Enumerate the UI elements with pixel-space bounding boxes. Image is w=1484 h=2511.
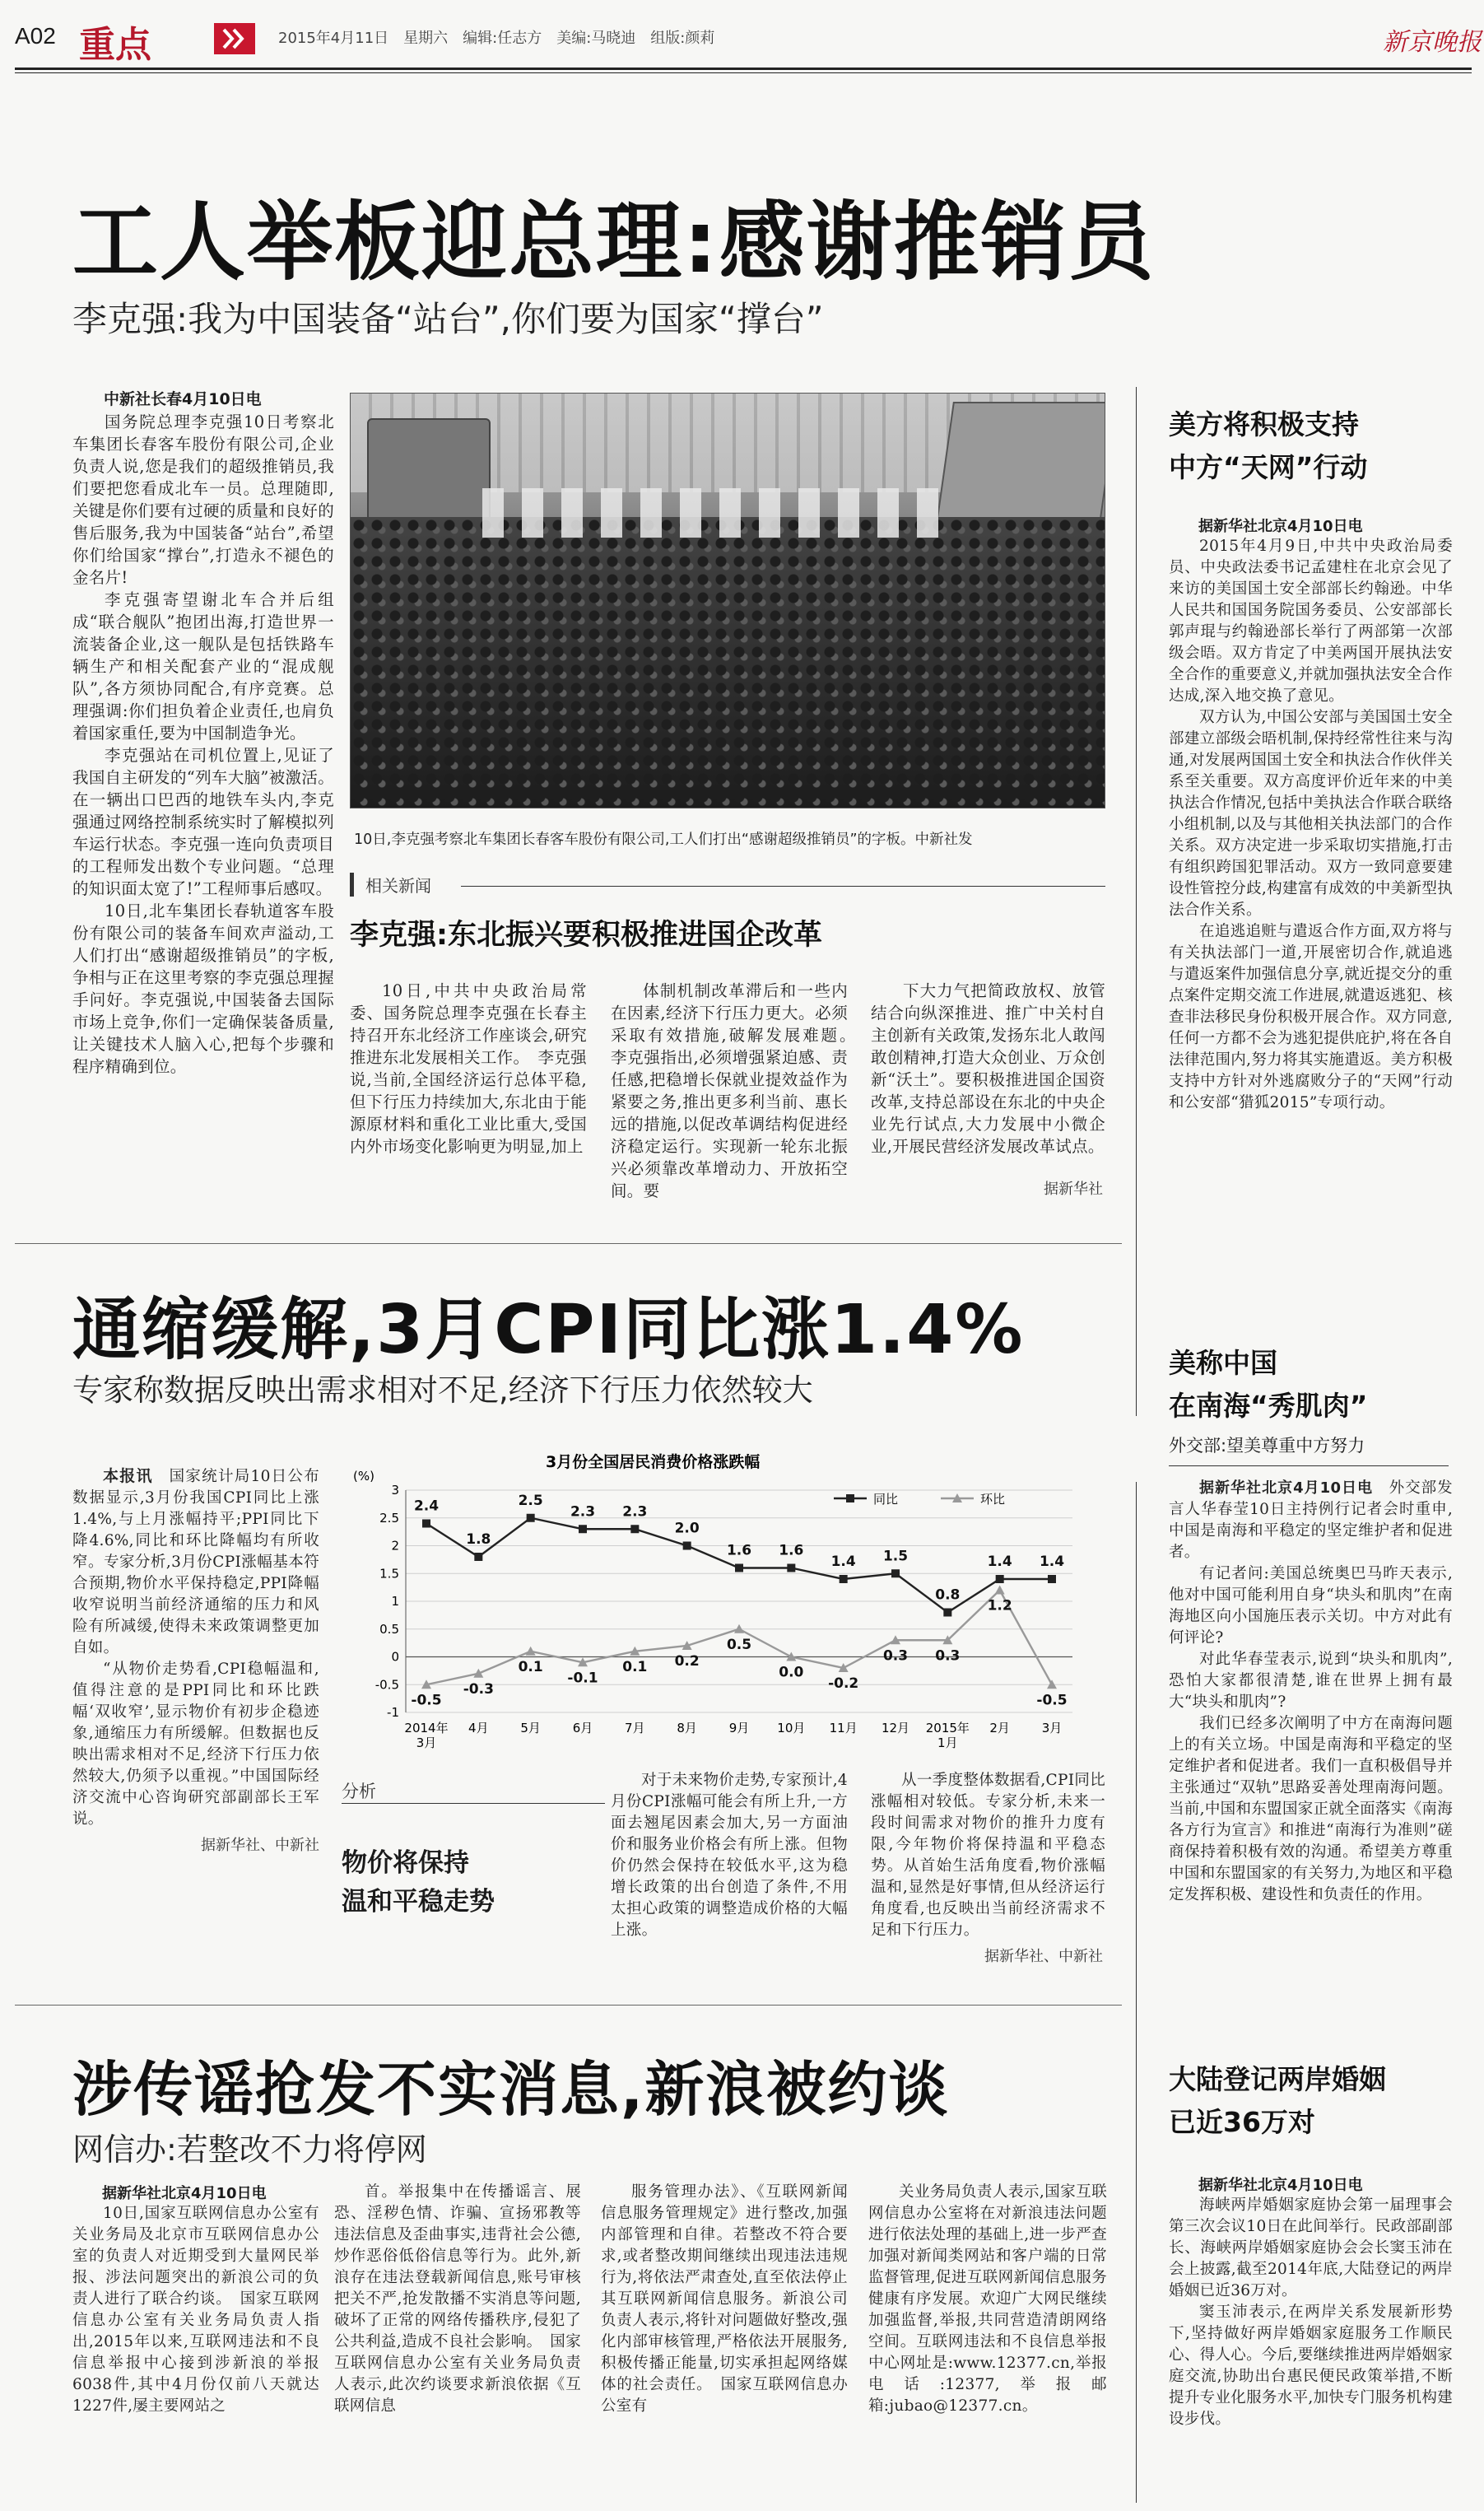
sina-col (868, 2182, 1107, 2417)
analysis-para: 对于未来物价走势,专家预计,4月份CPI涨幅可能会有所上升,一方面去翘尾因素会加大,另一方面油价和服务业价格会有所上涨。但物价仍然会保持在较低水平,这为稳增长政策的出台创造了条件,不用太担心政策的调整造成价格的大幅上涨。 (611, 1772, 848, 1939)
chart-ytick-label: -0.5 (374, 1677, 399, 1693)
chart-data-label: 0.0 (779, 1664, 804, 1681)
chart-xtick-label: 11月 (829, 1721, 858, 1735)
chart-xtick-label: 9月 (728, 1721, 750, 1735)
chart-ytick-label: 2 (391, 1538, 399, 1554)
chart-point (735, 1564, 743, 1572)
chart-data-label: 1.2 (987, 1597, 1012, 1614)
issue-meta: 2015年4月11日 星期六 编辑:任志方 美编:马晓迪 组版:颜莉 (278, 30, 715, 47)
chart-data-label: 0.1 (622, 1658, 648, 1675)
cpi-headline: 通缩缓解,3月CPI同比涨1.4% (72, 1291, 1025, 1369)
side3-dateline: 据新华社北京4月10日电 (1198, 2177, 1363, 2194)
chart-legend-label: 环比 (980, 1492, 1006, 1507)
side1-para: 双方认为,中国公安部与美国国土安全部建立部级会晤机制,保持经常性往来与沟通,对发展两国国土安全和执法合作伙伴关系至关重要。双方高度评价近年来的中美执法合作情况,包括中美执法合作联合联络小组机制,以及与其他相关执法部门的合作关系。双方决定进一步采取切实措施,打击有组织跨国犯罪活动。双方一致同意要建设性管控分歧,构建富有成效的中美新型执法合作关系。 (1169, 709, 1453, 919)
sina-dateline: 据新华社北京4月10日电 (102, 2185, 267, 2202)
chart-xtick-label: 2月 (989, 1721, 1010, 1735)
side3-title-line: 已近36万对 (1169, 2106, 1315, 2138)
side1-para: 在追逃追赃与遣返合作方面,双方将与有关执法部门一道,开展密切合作,就追逃与遣返案件加强信息分享,就近提交分的重点案件定期交流工作进展,就遣返逃犯、核查非法移民身份积极开展合作。双方同意,任何一方都不会为逃犯提供庇护,将在各自法律范围内,努力将其实施遣返。美方积极支持中方针对外逃腐败分子的“天网”行动和公安部“猎狐2015”专项行动。 (1169, 923, 1453, 1111)
chart-xtick-label: 8月 (677, 1721, 697, 1735)
side2-para: 有记者问:美国总统奥巴马昨天表示,他对中国可能利用自身“块头和肌肉”在南海地区向小国施压表示关切。中方对此有何评论? (1169, 1565, 1453, 1647)
sina-headline: 涉传谣抢发不实消息,新浪被约谈 (72, 2055, 950, 2124)
chart-ytick-label: 1 (391, 1594, 399, 1609)
chart-grid (406, 1490, 1072, 1712)
chart-data-label: 0.3 (935, 1647, 961, 1665)
chart-data-label: 1.8 (466, 1531, 491, 1548)
related-para: 体制机制改革滞后和一些内在因素,经济下行压力更大。必须采取有效措施,破解发展难题。 李克强指出,必须增强紧迫感、责任感,把稳增长保就业提效益作为紧要之务,推出更多利当前、惠长远的措施,以促改革调结构促进经济稳定运行。实现新一轮东北振兴必须靠改革增动力、开放拓空间。要 (611, 981, 864, 1200)
chart-point (943, 1609, 951, 1617)
analysis-col (611, 1770, 848, 1941)
chart-legend-marker (846, 1494, 854, 1502)
chart-point (683, 1542, 691, 1550)
related-para: 下大力气把简政放权、放管结合向纵深推进、推广中关村自主创新有关政策,发扬东北人敢闯敢创精神,打造大众创业、万众创新“沃土”。要积极推进国企国资改革,支持总部设在东北的中央企业先行试点,大力发展中小微企业,开展民营经济发展改革试点。 (871, 981, 1105, 1156)
chart-point (630, 1525, 639, 1533)
sina-para: 关业务局负责人表示,国家互联网信息办公室将在对新浪违法问题进行依法处理的基础上,进一步严查加强对新闻类网站和客户端的日常监督管理,促进互联网新闻信息服务健康有序发展。欢迎广大网民继续加强监督,举报,共同营造清朗网络空间。互联网违法和不良信息举报中心网址是:www.12377.cn,举报电话:12377,举报邮箱:jubao@12377.cn。 (868, 2183, 1107, 2415)
side2-title (1169, 1342, 1465, 1428)
related-col (871, 980, 1105, 1158)
chart-xtick-label: 3月 (1041, 1721, 1063, 1735)
side2-title-line: 美称中国 (1169, 1347, 1277, 1379)
chart-title: 3月份全国居民消费价格涨跌幅 (546, 1453, 761, 1471)
chart-xtick-label: 3月 (416, 1735, 437, 1750)
newspaper-logo: 新京晚报 (1383, 28, 1482, 57)
chart-ytick-label: -1 (387, 1705, 399, 1720)
chart-point (579, 1525, 587, 1533)
section-rule (15, 1243, 1122, 1244)
cpi-subhead: 专家称数据反映出需求相对不足,经济下行压力依然较大 (72, 1372, 813, 1408)
analysis-col (871, 1770, 1105, 1941)
side2-title-line: 在南海“秀肌肉” (1169, 1390, 1368, 1422)
cpi-chart (348, 1449, 1105, 1770)
chart-point (996, 1575, 1004, 1583)
chart-xtick-label: 4月 (468, 1721, 489, 1735)
side2-para: 外交部发言人华春莹10日主持例行记者会时重申,中国是南海和平稳定的坚定维护者和促进者。 (1169, 1479, 1453, 1561)
chart-data-label: 2.5 (518, 1492, 543, 1509)
related-news-tag: 相关新闻 (350, 873, 431, 897)
column-divider (1136, 387, 1137, 1416)
chart-point (527, 1514, 535, 1522)
welcome-signs (482, 488, 943, 538)
chart-xtick-label: 7月 (625, 1721, 645, 1735)
sina-col (601, 2182, 848, 2417)
side1-body (1169, 515, 1453, 1114)
side2-para: 我们已经多次阐明了中方在南海问题上的有关立场。中国是南海和平稳定的坚定维护者和促进者。我们一直积极倡导并主张通过“双轨”思路妥善处理南海问题。当前,中国和东盟国家正就全面落实《南海各方行为宣言》和推进“南海行为准则”磋商保持着积极有效的沟通。希望美方尊重中国和东盟国家的有关努力,为地区和平稳定发挥积极、建设性和负责任的作用。 (1169, 1715, 1453, 1903)
chart-data-label: -0.3 (463, 1680, 494, 1698)
chart-point (787, 1564, 795, 1572)
chart-legend (834, 1492, 1005, 1507)
photo-caption: 10日,李克强考察北车集团长春客车股份有限公司,工人们打出“感谢超级推销员”的字板。中新社发 (354, 832, 973, 848)
analysis-para: 从一季度整体数据看,CPI同比涨幅相对较低。专家分析,未来一段时间需求对物价的推升力度有限,今年物价将保持温和平稳态势。从首始生活角度看,物价涨幅温和,显然是好事情,但从经济运行角度看,也反映出当前经济需求不足和下行压力。 (871, 1772, 1105, 1939)
chart-point (1048, 1575, 1056, 1583)
sina-para: 首。举报集中在传播谣言、展恐、淫秽色情、诈骗、宣扬邪教等违法信息及歪曲事实,违背社会公德,炒作恶俗低俗信息等行为。此外,新浪存在违法登载新闻信息,账号审核把关不严,抢发散播不实消息等问题,破坏了正常的网络传播秩序,侵犯了公共利益,造成不良社会影响。 国家互联网信息办公室有关业务局负责人表示,此次约谈要求新浪依据《互联网信息 (334, 2183, 581, 2415)
chart-data-label: 2.0 (674, 1520, 700, 1537)
side1-dateline: 据新华社北京4月10日电 (1198, 518, 1363, 535)
chart-ytick-label: 0.5 (379, 1621, 399, 1637)
side3-para: 窦玉沛表示,在两岸关系发展新形势下,坚持做好两岸婚姻家庭服务工作顺民心、得人心。今后,要继续推进两岸婚姻家庭交流,协助出台惠民便民政策举措,不断提升专业化服务水平,加快专门服务机构建设步伐。 (1169, 2304, 1453, 2428)
chart-data-label: 0.8 (935, 1586, 961, 1604)
lead-subhead: 李克强:我为中国装备“站台”,你们要为国家“撑台” (72, 299, 824, 339)
analysis-tag: 分析 (342, 1782, 376, 1801)
chart-data-label: 1.4 (1039, 1554, 1065, 1570)
chart-data-label: 1.5 (882, 1548, 909, 1565)
train-car (367, 418, 491, 533)
chart-data-label: -0.2 (828, 1675, 859, 1692)
lead-headline: 工人举板迎总理:感谢推销员 (72, 192, 1156, 292)
chart-data-label: 1.6 (779, 1542, 804, 1559)
lead-para: 10日,北车集团长春轨道客车股份有限公司的装备车间欢声溢动,工人们打出“感谢超级推销员”的字板,争相与正在这里考察的李克强总理握手问好。李克强说,中国装备去国际市场上竞争,你们一定确保装备质量,让关键技术人脑入心,把每个步骤和程序精确到位。 (72, 901, 334, 1076)
chart-xtick-label: 2015年 (925, 1721, 970, 1735)
sina-para: 10日,国家互联网信息办公室有关业务局及北京市互联网信息办公室的负责人对近期受到大量网民举报、涉法问题突出的新浪公司的负责人进行了联合约谈。 国家互联网信息办公室有关业务局负责人指出,2015年以来,互联网违法和不良信息举报中心接到涉新浪的举报6038件,其中4月份仅前八天就达1227件,屡主要网站之 (72, 2205, 319, 2415)
chart-data-label: 1.6 (726, 1542, 752, 1559)
side2-para: 对此华春莹表示,说到“块头和肌肉”,恐怕大家都很清楚,谁在世界上拥有最大“块头和肌肉”? (1169, 1651, 1453, 1711)
side1-title-line: 中方“天网”行动 (1169, 451, 1368, 483)
chart-point (474, 1553, 482, 1561)
cpi-para: 国家统计局10日公布数据显示,3月份我国CPI同比上涨1.4%,与上月涨幅持平;PPI同比下降4.6%,同比和环比降幅均有所收窄。专家分析,3月份CPI涨幅基本符合预期,物价水平保持稳定,PPI降幅收窄说明当前经济通缩的压力和风险有所减缓,使得未来政策调整更加自如。 (72, 1468, 319, 1656)
chart-xtick-label: 10月 (777, 1721, 806, 1735)
chart-data-label: 1.4 (830, 1554, 856, 1570)
chart-ytick-label: 2.5 (379, 1510, 399, 1526)
chart-point (995, 1586, 1005, 1595)
side1-para: 2015年4月9日,中共中央政治局委员、中央政法委书记孟建柱在北京会见了来访的美国国土安全部部长约翰逊。中华人民共和国国务院国务委员、公安部部长郭声琨与约翰逊部长举行了两部第一次部级会晤。双方肯定了中美两国开展执法安全合作的重要意义,并就加强执法安全合作达成,深入地交换了意见。 (1169, 538, 1453, 705)
header-rule-thin (15, 72, 1472, 73)
chart-point (891, 1569, 900, 1577)
cpi-chart-svg (348, 1449, 1105, 1770)
chart-data-label: -0.5 (411, 1692, 442, 1709)
side3-body (1169, 2173, 1453, 2430)
side2-subtitle: 外交部:望美尊重中方努力 (1169, 1436, 1365, 1456)
side2-rule (1169, 1465, 1449, 1466)
related-col (611, 980, 864, 1202)
chart-data-label: 0.3 (882, 1647, 909, 1665)
chart-xtick-label: 2014年 (404, 1721, 449, 1735)
chart-data-label: 0.5 (726, 1636, 752, 1653)
side1-title-line: 美方将积极支持 (1169, 408, 1359, 440)
related-col (350, 980, 587, 1158)
chart-data-label: 0.1 (518, 1658, 543, 1675)
lead-photo (350, 393, 1105, 808)
chart-point (526, 1647, 536, 1656)
cpi-para: “从物价走势看,CPI稳幅温和,值得注意的是PPI同比和环比跌幅‘双收窄’,显示物价有初步企稳迹象,通缩压力有所缓解。但数据也反映出需求相对不足,经济下行压力依然较大,仍须予以重视。”中国国际经济交流中心咨询研究部副部长王军说。 (72, 1661, 319, 1828)
analysis-title-line: 温和平稳走势 (342, 1887, 495, 1917)
chart-data-label: 2.3 (570, 1503, 596, 1521)
sina-para: 服务管理办法》、《互联网新闻信息服务管理规定》进行整改,加强内部管理和自律。若整改不符合要求,或者整改期间继续出现违法违规行为,将依法严肃查处,直至依法停止其互联网新闻信息服务。新浪公司负责人表示,将针对问题做好整改,强化内部审核管理,严格依法开展服务,积极传播正能量,切实承担起网络媒体的社会责任。 国家互联网信息办公室有 (601, 2183, 848, 2415)
chart-data-label: -0.5 (1036, 1692, 1068, 1709)
sina-col (334, 2182, 581, 2417)
lead-dateline: 中新社长春4月10日电 (104, 390, 262, 408)
lead-para: 李克强寄望谢北车合并后组成“联合舰队”抱团出海,打造世界一流装备企业,这一舰队是包括铁路车辆生产和相关配套产业的“混成舰队”,各方须协同配合,有序竞赛。总理强调:你们担负着企业责任,也肩负着国家重任,要为中国制造争光。 (72, 590, 334, 743)
chart-xticks (404, 1721, 1062, 1750)
lead-para: 李克强站在司机位置上,见证了我国自主研发的“列车大脑”被激活。在一辆出口巴西的地铁车头内,李克强通过网络控制系统实时了解模拟列车运行状态。李克强一连向负责项目的工程师发出数个专业问题。“总理的知识面太宽了!”工程师事后感叹。 (72, 746, 334, 898)
sina-subhead: 网信办:若整改不力将停网 (72, 2131, 427, 2168)
section-rule (15, 2005, 1122, 2006)
chart-data-label: 2.4 (413, 1498, 440, 1515)
chart-data-label: 1.4 (987, 1554, 1012, 1570)
chart-yticks (375, 1483, 399, 1720)
analysis-rule (342, 1803, 605, 1804)
side2-dateline: 据新华社北京4月10日电 (1199, 1479, 1374, 1497)
chart-xtick-label: 6月 (572, 1721, 593, 1735)
cpi-credit: 据新华社、中新社 (201, 1837, 319, 1854)
chart-xtick-label: 5月 (520, 1721, 541, 1735)
chart-legend-label: 同比 (873, 1492, 899, 1507)
analysis-title-line: 物价将保持 (342, 1848, 469, 1878)
related-para: 10日,中共中央政治局常委、国务院总理李克强在长春主持召开东北经济工作座谈会,研究推进东北发展相关工作。 李克强说,当前,全国经济运行总体平稳,但下行压力持续加大,东北由于能源原材料和重化工业比重大,受国内外市场变化影响更为明显,加上 (350, 981, 587, 1156)
chart-point (422, 1520, 430, 1528)
cpi-dateline: 本报讯 (103, 1467, 153, 1485)
analysis-credit: 据新华社、中新社 (984, 1948, 1103, 1965)
related-credit: 据新华社 (1044, 1181, 1103, 1198)
side3-para: 海峡两岸婚姻家庭协会第一届理事会第三次会议10日在此间举行。民政部副部长、海峡两岸婚姻家庭协会会长窦玉沛在会上披露,截至2014年底,大陆登记的两岸婚姻已近36万对。 (1169, 2197, 1453, 2299)
column-divider (1136, 1482, 1137, 2503)
chart-xtick-label: 12月 (881, 1721, 910, 1735)
chart-data-label: 0.2 (674, 1653, 700, 1670)
side2-body (1169, 1478, 1453, 1906)
cpi-body (72, 1465, 319, 1855)
chart-ylabel: (%) (353, 1469, 374, 1484)
section-label: 重点 (79, 24, 151, 66)
chart-ytick-label: 0 (391, 1649, 399, 1665)
chart-series (411, 1493, 1067, 1709)
chart-data-label: 2.3 (622, 1503, 648, 1521)
worker-crowd (351, 517, 1105, 808)
sina-col (72, 2182, 319, 2417)
header-rule (15, 68, 1472, 70)
lead-para: 国务院总理李克强10日考察北车集团长春客车股份有限公司,企业负责人说,您是我们的超级推销员,我们要把您看成北车一员。总理随即,关键是你们要有过硬的质量和良好的售后服务,我为中国装备“站台”,希望你们给国家“撑台”,打造永不褪色的金名片! (72, 412, 334, 587)
chart-ytick-label: 1.5 (379, 1566, 399, 1582)
side1-title (1169, 403, 1465, 489)
chart-point (840, 1575, 848, 1583)
side3-title (1169, 2058, 1465, 2144)
related-rule (461, 886, 1105, 887)
side3-title-line: 大陆登记两岸婚姻 (1169, 2063, 1386, 2095)
chart-xtick-label: 1月 (937, 1735, 958, 1750)
lead-body-col1 (72, 387, 334, 1078)
chart-ytick-label: 3 (391, 1483, 399, 1498)
analysis-title (342, 1844, 495, 1922)
section-chevron-icon (214, 23, 255, 54)
chart-data-label: -0.1 (567, 1670, 598, 1687)
related-title: 李克强:东北振兴要积极推进国企改革 (350, 919, 822, 952)
page-number: A02 (15, 23, 56, 49)
